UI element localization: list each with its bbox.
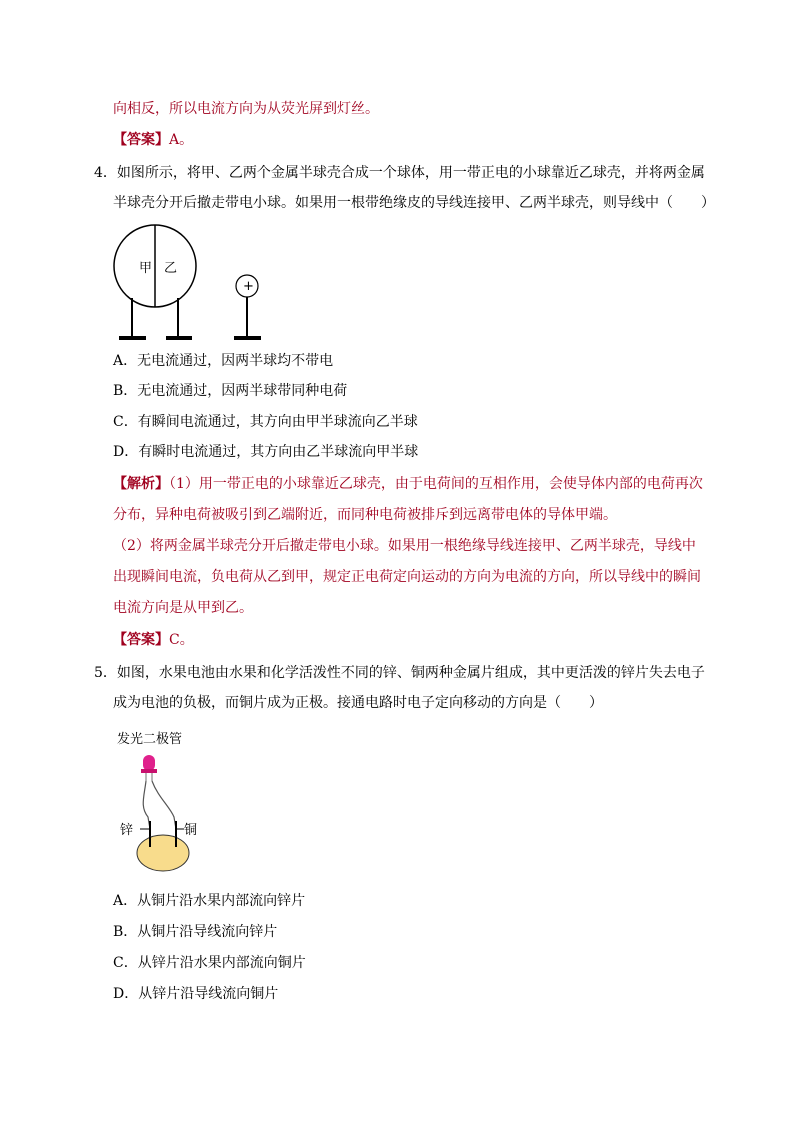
q5-option-c: C．从锌片沿水果内部流向铜片: [113, 955, 306, 971]
copper-label: 铜: [184, 823, 198, 838]
q5-option-a: A．从铜片沿水果内部流向锌片: [113, 893, 306, 909]
analysis-label: 【解析】: [113, 476, 169, 492]
q4-analysis-line4: 出现瞬间电流，负电荷从乙到甲，规定正电荷定向运动的方向为电流的方向，所以导线中的瞬间: [113, 569, 701, 585]
q4-option-d: D．有瞬时电流通过，其方向由乙半球流向甲半球: [113, 444, 419, 460]
q4-stem-line2: 半球壳分开后撤走带电小球。如果用一根带绝缘皮的导线连接甲、乙两半球壳，则导线中（ ）: [113, 195, 715, 211]
led-label: 发光二极管: [117, 732, 183, 747]
q4-analysis-line1: 【解析】（1）用一带正电的小球靠近乙球壳，由于电荷间的互相作用，会使导体内部的电荷再次: [113, 476, 703, 492]
answer-value: C。: [169, 632, 194, 648]
q5-figure: [100, 745, 220, 885]
q4-option-c: C．有瞬间电流通过，其方向由甲半球流向乙半球: [113, 414, 418, 430]
zinc-label: 锌: [120, 823, 134, 838]
q4-analysis-line2: 分布，异种电荷被吸引到乙端附近，而同种电荷被排斥到远离带电体的导体甲端。: [113, 507, 617, 523]
q4-option-a: A．无电流通过，因两半球均不带电: [113, 353, 334, 369]
wires: [143, 781, 176, 829]
answer-value: A。: [169, 132, 194, 148]
q5-option-d: D．从锌片沿导线流向铜片: [113, 986, 279, 1002]
hemisphere-jia-label: 甲: [139, 261, 153, 276]
answer-label: 【答案】: [113, 132, 169, 148]
q3-explanation-tail: 向相反，所以电流方向为从荧光屏到灯丝。: [113, 101, 379, 117]
plus-charge-label: +: [243, 279, 254, 294]
led-icon: [141, 755, 157, 781]
question-number: 5．: [94, 665, 117, 681]
q4-answer: [113, 630, 194, 650]
q5-stem-line2: 成为电池的负极，而铜片成为正极。接通电路时电子定向移动的方向是（ ）: [113, 695, 603, 711]
q5-stem-line1: 5．如图，水果电池由水果和化学活泼性不同的锌、铜两种金属片组成，其中更活泼的锌片失去电子: [94, 665, 705, 681]
q4-stem-line1: 4．如图所示，将甲、乙两个金属半球壳合成一个球体，用一带正电的小球靠近乙球壳，并将两金属: [94, 165, 705, 181]
question-number: 4．: [94, 165, 117, 181]
q5-option-b: B．从铜片沿导线流向锌片: [113, 924, 278, 940]
q4-option-b: B．无电流通过，因两半球带同种电荷: [113, 383, 348, 399]
q4-analysis-line5: 电流方向是从甲到乙。: [113, 600, 253, 616]
answer-label: 【答案】: [113, 632, 169, 648]
fruit: [137, 835, 189, 871]
hemisphere-yi-label: 乙: [164, 261, 178, 276]
q4-analysis-line3: （2）将两金属半球壳分开后撤走带电小球。如果用一根绝缘导线连接甲、乙两半球壳，导线中: [113, 538, 696, 554]
split-sphere: [114, 225, 196, 307]
